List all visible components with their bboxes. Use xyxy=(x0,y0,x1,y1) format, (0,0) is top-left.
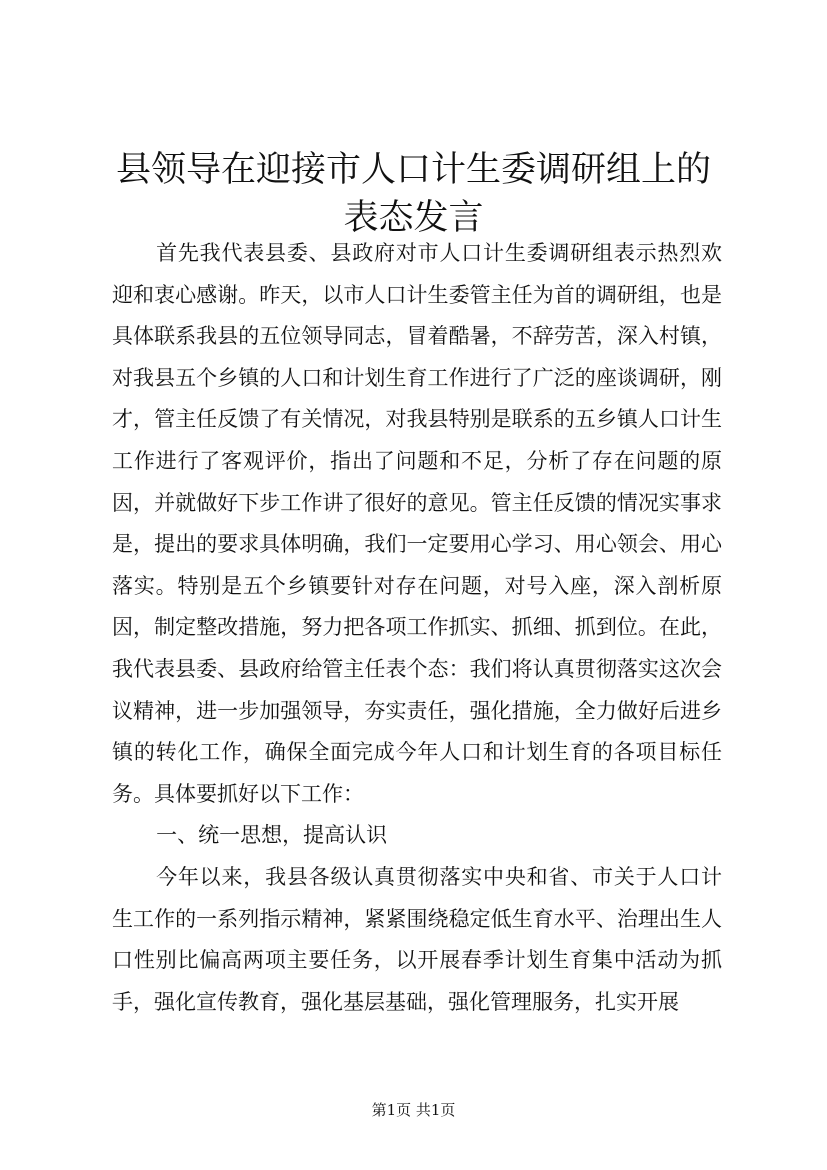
document-body xyxy=(112,233,722,1023)
section-heading: 一、统一思想，提高认识 xyxy=(156,823,388,848)
paragraph-intro: 首先我代表县委、县政府对市人口计生委调研组表示热烈欢迎和衷心感谢。昨天，以市人口计生委管主任为首的调研组，也是具体联系我县的五位领导同志，冒着酷暑，不辞劳苦，深入村镇，对我县五个乡镇的人口和计划生育工作进行了广泛的座谈调研，刚才，管主任反馈了有关情况，对我县特别是联系的五乡镇人口计生工作进行了客观评价，指出了问题和不足，分析了存在问题的原因，并就做好下步工作讲了很好的意见。管主任反馈的情况实事求是，提出的要求具体明确，我们一定要用心学习、用心领会、用心落实。特别是五个乡镇要针对存在问题，对号入座，深入剖析原因，制定整改措施，努力把各项工作抓实、抓细、抓到位。在此，我代表县委、县政府给管主任表个态：我们将认真贯彻落实这次会议精神，进一步加强领导，夯实责任，强化措施，全力做好后进乡镇的转化工作，确保全面完成今年人口和计划生育的各项目标任务。具体要抓好以下工作： xyxy=(112,241,722,806)
paragraph-section-one: 今年以来，我县各级认真贯彻落实中央和省、市关于人口计生工作的一系列指示精神，紧紧围绕稳定低生育水平、治理出生人口性别比偏高两项主要任务，以开展春季计划生育集中活动为抓手，强化宣传教育，强化基层基础，强化管理服务，扎实开展 xyxy=(112,864,722,1014)
page-footer: 第1页 共1页 xyxy=(371,1101,456,1119)
document-title: 县领导在迎接市人口计生委调研组上的表态发言 xyxy=(115,150,711,238)
